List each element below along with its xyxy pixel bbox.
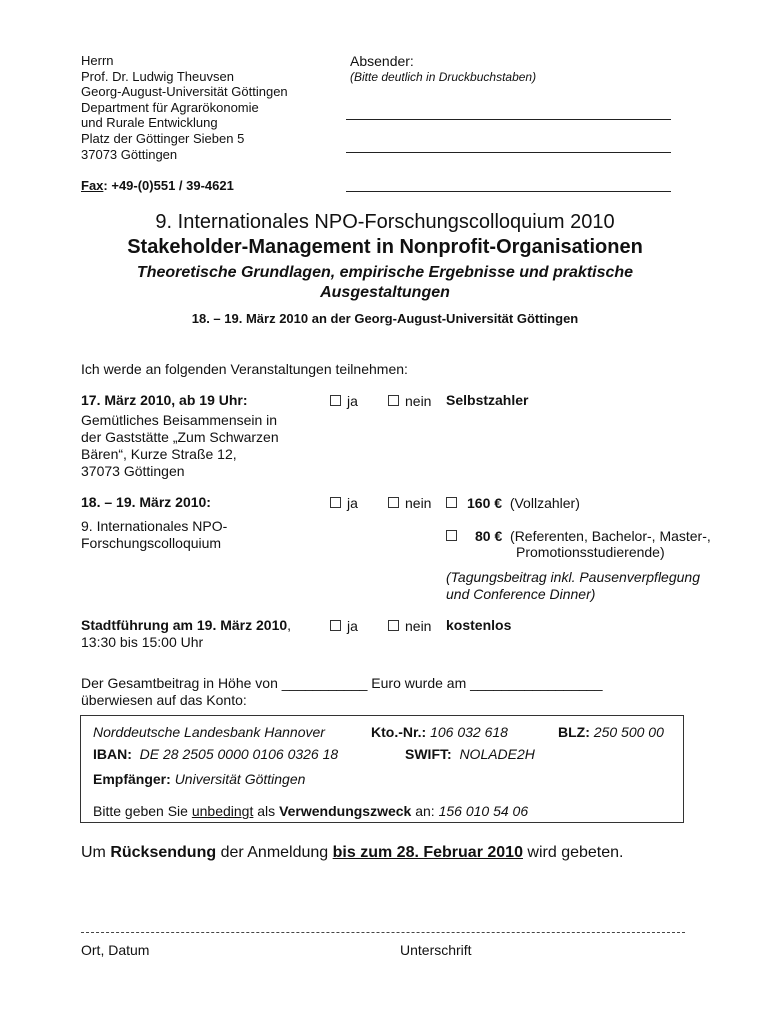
return-text: wird gebeten. — [522, 844, 624, 861]
return-text: Um — [81, 844, 111, 861]
purpose-code: 156 010 54 06 — [438, 803, 529, 819]
checkbox-icon — [446, 497, 457, 508]
address-line: Georg-August-Universität Göttingen — [81, 84, 288, 100]
payment-line-2: überwiesen auf das Konto: — [81, 692, 247, 708]
event2-desc-line: Forschungscolloquium — [81, 535, 222, 551]
fax-number: : +49-(0)551 / 39-4621 — [103, 178, 234, 193]
option-label: ja — [347, 393, 358, 409]
event1-desc-line: Bären“, Kurze Straße 12, — [81, 446, 237, 462]
fee-note — [446, 569, 700, 603]
iban-label: IBAN: — [93, 746, 132, 762]
purpose-text: an: — [411, 803, 439, 819]
address-line: 37073 Göttingen — [81, 146, 178, 162]
event-tagline: Theoretische Grundlagen, empirische Ergebnisse und praktische Ausgestaltungen — [136, 264, 634, 301]
iban-value: DE 28 2505 0000 0106 0326 18 — [139, 746, 339, 762]
intro-text: Ich werde an folgenden Veranstaltungen teilnehmen: — [81, 361, 408, 377]
kto-label: Kto.-Nr.: — [371, 724, 427, 740]
event1-no-checkbox[interactable] — [388, 393, 431, 410]
event2-desc-line: 9. Internationales NPO- — [81, 518, 228, 534]
bank-iban — [93, 746, 338, 762]
fee-note-line: und Conference Dinner) — [446, 586, 596, 602]
payment-line-1: Der Gesamtbeitrag in Höhe von ___________ Euro wurde am _________________ — [81, 675, 603, 691]
event1-price: Selbstzahler — [446, 392, 529, 408]
fax-label: Fax — [81, 178, 104, 193]
event-subtitle: Stakeholder-Management in Nonprofit-Organisationen — [127, 236, 643, 258]
option-label: nein — [405, 495, 432, 511]
kto-value: 106 032 618 — [430, 724, 508, 740]
event1-desc-line: 37073 Göttingen — [81, 463, 185, 479]
event3-time: 13:30 bis 15:00 Uhr — [81, 634, 204, 650]
purpose-text: Bitte geben Sie — [93, 803, 192, 819]
recipient-label: Empfänger: — [93, 771, 171, 787]
event3-yes-checkbox[interactable] — [330, 618, 358, 635]
event1-yes-checkbox[interactable] — [330, 393, 358, 410]
checkbox-icon — [330, 395, 341, 406]
event-date-line: 18. – 19. März 2010 an der Georg-August-Universität Göttingen — [191, 311, 579, 326]
event3-title-suffix: , — [287, 617, 292, 633]
event1-desc-line: Gemütliches Beisammensein in — [81, 412, 278, 428]
checkbox-icon — [388, 395, 399, 406]
bank-code — [558, 724, 664, 740]
payment-purpose — [93, 803, 528, 819]
sender-line-2[interactable] — [346, 152, 671, 153]
fee-reduced-label-2: Promotionsstudierende) — [516, 544, 665, 560]
fax-line — [81, 178, 234, 193]
option-label: ja — [347, 618, 358, 634]
recipient-value: Universität Göttingen — [174, 771, 306, 787]
bank-swift — [405, 746, 535, 762]
option-label: nein — [405, 393, 432, 409]
option-label: ja — [347, 495, 358, 511]
sender-label: Absender: — [350, 53, 414, 69]
checkbox-icon — [388, 620, 399, 631]
checkbox-icon — [330, 497, 341, 508]
fee-full-label: (Vollzahler) — [509, 495, 580, 511]
bank-account — [371, 724, 508, 740]
place-date-label: Ort, Datum — [81, 942, 150, 958]
event1-description — [81, 412, 279, 480]
sender-line-1[interactable] — [346, 119, 671, 120]
event2-description — [81, 518, 227, 552]
address-line: Herrn — [81, 53, 114, 68]
address-line: Department für Agrarökonomie — [81, 99, 259, 115]
purpose-label: Verwendungszweck — [279, 803, 412, 819]
fee-full-amount: 160 € — [467, 495, 503, 511]
return-text: der Anmeldung — [216, 844, 333, 861]
fee-note-line: (Tagungsbeitrag inkl. Pausenverpflegung — [446, 569, 700, 585]
event2-no-checkbox[interactable] — [388, 495, 431, 512]
payment-text — [81, 675, 603, 709]
event2-yes-checkbox[interactable] — [330, 495, 358, 512]
event3-block — [81, 617, 291, 651]
option-label: nein — [405, 618, 432, 634]
fee-reduced-amount: 80 € — [475, 528, 503, 544]
event3-price: kostenlos — [446, 617, 512, 633]
event3-no-checkbox[interactable] — [388, 618, 431, 635]
fee-reduced-label: (Referenten, Bachelor-, Master-, — [510, 528, 711, 544]
address-line: Platz der Göttinger Sieben 5 — [81, 130, 245, 146]
event1-title: 17. März 2010, ab 19 Uhr: — [81, 392, 248, 408]
event-title: 9. Internationales NPO-Forschungscolloquium 2010 — [155, 211, 615, 233]
blz-value: 250 500 00 — [593, 724, 664, 740]
checkbox-icon — [388, 497, 399, 508]
return-note — [81, 844, 623, 862]
event3-title: Stadtführung am 19. März 2010 — [81, 617, 288, 633]
bank-recipient — [93, 771, 305, 787]
purpose-emphasis: unbedingt — [191, 803, 254, 819]
checkbox-icon — [330, 620, 341, 631]
address-line: und Rurale Entwicklung — [81, 115, 218, 131]
bank-name: Norddeutsche Landesbank Hannover — [93, 724, 325, 740]
address-line: Prof. Dr. Ludwig Theuvsen — [81, 68, 234, 84]
signature-label: Unterschrift — [400, 942, 472, 958]
swift-value: NOLADE2H — [459, 746, 535, 762]
sender-line-3[interactable] — [346, 191, 671, 192]
sender-hint: (Bitte deutlich in Druckbuchstaben) — [350, 70, 537, 84]
fee-reduced-checkbox[interactable] — [446, 528, 711, 545]
purpose-text: als — [253, 803, 280, 819]
swift-label: SWIFT: — [405, 746, 452, 762]
signature-line[interactable] — [81, 932, 685, 933]
event2-title: 18. – 19. März 2010: — [81, 494, 211, 510]
return-deadline: bis zum 28. Februar 2010 — [332, 844, 523, 861]
fee-full-checkbox[interactable] — [446, 495, 580, 512]
event1-desc-line: der Gaststätte „Zum Schwarzen — [81, 429, 279, 445]
return-bold: Rücksendung — [110, 844, 217, 861]
recipient-address — [81, 53, 288, 162]
blz-label: BLZ: — [558, 724, 590, 740]
checkbox-icon — [446, 530, 457, 541]
